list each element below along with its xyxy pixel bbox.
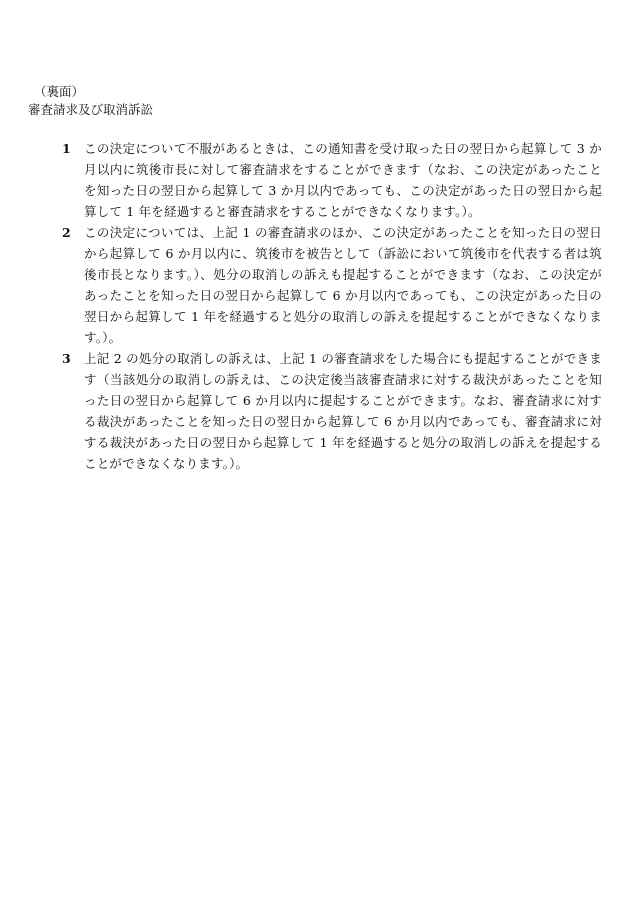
list-item: [62, 222, 602, 348]
list-item: [62, 348, 602, 474]
reverse-side-note: （裏面）: [34, 84, 85, 99]
item-text: この決定については、上記 1 の審査請求のほか、この決定があったことを知った日の翌日から起算して 6 か月以内に、筑後市を被告として（訴訟において筑後市を代表する者は筑後市長となります。）、処分の取消しの訴えも提起することができます（なお、この決定があったことを知った日の翌日から起算して 6 か月以内であっても、この決定があった日の翌日から起算して 1 年を経過すると処分の取消しの訴えを提起することができなくなります。）。: [84, 225, 602, 345]
item-number: 2: [62, 225, 71, 240]
item-text: この決定について不服があるときは、この通知書を受け取った日の翌日から起算して 3 か月以内に筑後市長に対して審査請求をすることができます（なお、この決定があったことを知った日の翌日から起算して 3 か月以内であっても、この決定があった日の翌日から起算して 1 年を経過すると審査請求をすることができなくなります。）。: [84, 141, 602, 219]
item-number: 3: [62, 351, 71, 366]
section-heading: 審査請求及び取消訴訟: [28, 102, 154, 117]
list-item: [62, 138, 602, 222]
item-text: 上記 2 の処分の取消しの訴えは、上記 1 の審査請求をした場合にも提起することができます（当該処分の取消しの訴えは、この決定後当該審査請求に対する裁決があったことを知った日の翌日から起算して 6 か月以内に提起することができます。なお、審査請求に対する裁決があったことを知った日の翌日から起算して 6 か月以内であっても、審査請求に対する裁決があった日の翌日から起算して 1 年を経過すると処分の取消しの訴えを提起することができなくなります。）。: [84, 351, 602, 471]
item-number: 1: [62, 141, 71, 156]
numbered-list: [62, 138, 602, 474]
